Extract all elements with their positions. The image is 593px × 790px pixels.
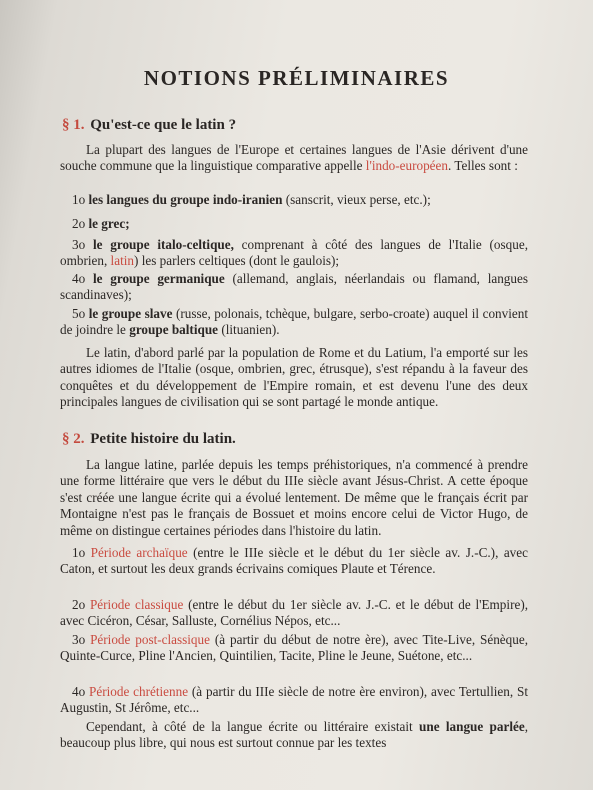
intro-text-end: . Telles sont : (447, 158, 518, 174)
list-item (60, 271, 528, 304)
section-1-conclusion: Le latin, d'abord parlé par la population de Rome et du Latium, l'a emporté sur les autres idiomes de l'Italie (osque, ombrien, grec, étrusque), s'est répandu à la faveur des conquêtes et du développement de l'Empire romain, et est devenu l'une des deux principales langues de civilisation qui se sont partagé le monde antique. (60, 345, 528, 410)
item-number: 1o (72, 192, 86, 207)
period-name: Période post-classique (90, 632, 210, 647)
list-item (60, 306, 528, 339)
list-item (60, 632, 528, 665)
item-bold: le grec; (88, 216, 130, 231)
intro-text: La plupart des langues de l'Europe et certaines langues de l'Asie dérivent d'une souche commune que la linguistique comparative appelle (60, 142, 528, 174)
item-text: (entre le IIIe siècle et le début du 1er siècle av. J.-C.), avec Caton, et surtout les deux grands écrivains comiques Plaute et Térence. (60, 545, 528, 577)
item-text-end: (lituanien). (218, 322, 280, 338)
item-number: 1o (72, 545, 86, 560)
section-1-heading (62, 117, 236, 134)
item-number: 3o (72, 237, 86, 252)
item-bold-2: groupe baltique (129, 322, 219, 338)
item-text: (sanscrit, vieux perse, etc.); (282, 192, 431, 207)
item-bold: les langues du groupe indo-iranien (88, 192, 283, 207)
list-item (60, 597, 528, 630)
item-number: 5o (72, 306, 86, 321)
item-text: (à partir du IIIe siècle de notre ère environ), avec Tertullien, St Augustin, St Jérôme, etc... (60, 684, 529, 716)
indo-europeen-term: l'indo-européen (365, 158, 448, 174)
section-1-title: Qu'est-ce que le latin ? (90, 117, 237, 133)
list-item (60, 545, 528, 578)
section-1-intro (60, 142, 528, 175)
item-bold: le groupe slave (88, 306, 173, 321)
section-1-number: § 1. (62, 117, 85, 133)
period-name: Période classique (89, 597, 184, 612)
section-2-heading (62, 431, 236, 448)
section-2-number: § 2. (62, 431, 85, 447)
langue-parlee-term: une langue parlée (419, 719, 525, 734)
list-item (60, 216, 528, 232)
list-item (60, 192, 528, 208)
period-name: Période chrétienne (89, 684, 189, 699)
item-number: 3o (72, 632, 86, 647)
list-item (60, 684, 528, 717)
section-2-intro: La langue latine, parlée depuis les temps préhistoriques, n'a commencé à prendre une forme littéraire que vers le début du IIIe siècle avant Jésus-Christ. A cette époque s'est créée une langue écrite qui a évolué lentement. De même que le français écrit par Montaigne n'est pas le français de Bossuet et moins encore celui de Victor Hugo, de même on distingue certaines périodes dans l'histoire du latin. (60, 457, 528, 538)
item-text: (russe, polonais, tchèque, bulgare, serbo-croate) auquel il convient de joindre le (60, 306, 528, 338)
item-number: 4o (72, 684, 86, 699)
closing-text-end: , beaucoup plus libre, qui nous est surtout connue par les textes (60, 719, 529, 751)
section-2-closing (60, 719, 528, 752)
item-text: (à partir du début de notre ère), avec Tite-Live, Sénèque, Quinte-Curce, Pline l'Ancien, Quintilien, Tacite, Pline le Jeune, Suétone, etc... (60, 632, 528, 664)
item-number: 2o (72, 597, 86, 612)
page-title: NOTIONS PRÉLIMINAIRES (143, 66, 450, 90)
item-number: 4o (72, 271, 86, 286)
item-text: (entre le début du 1er siècle av. J.-C. et le début de l'Empire), avec Cicéron, César, Salluste, Cornélius Népos, etc... (60, 597, 529, 629)
latin-term: latin (110, 253, 134, 269)
period-name: Période archaïque (90, 545, 188, 560)
closing-text: Cependant, à côté de la langue écrite ou littéraire existait (86, 719, 420, 734)
item-text-end: ) les parlers celtiques (dont le gaulois); (134, 253, 340, 269)
item-bold: le groupe italo-celtique, (92, 237, 234, 252)
item-bold: le groupe germanique (92, 271, 225, 286)
item-number: 2o (72, 216, 86, 231)
item-text: (allemand, anglais, néerlandais ou flamand, langues scandinaves); (60, 271, 528, 303)
list-item (60, 237, 528, 270)
item-text: comprenant à côté des langues de l'Italie (osque, ombrien, (60, 237, 528, 269)
section-2-title: Petite histoire du latin. (90, 431, 236, 447)
